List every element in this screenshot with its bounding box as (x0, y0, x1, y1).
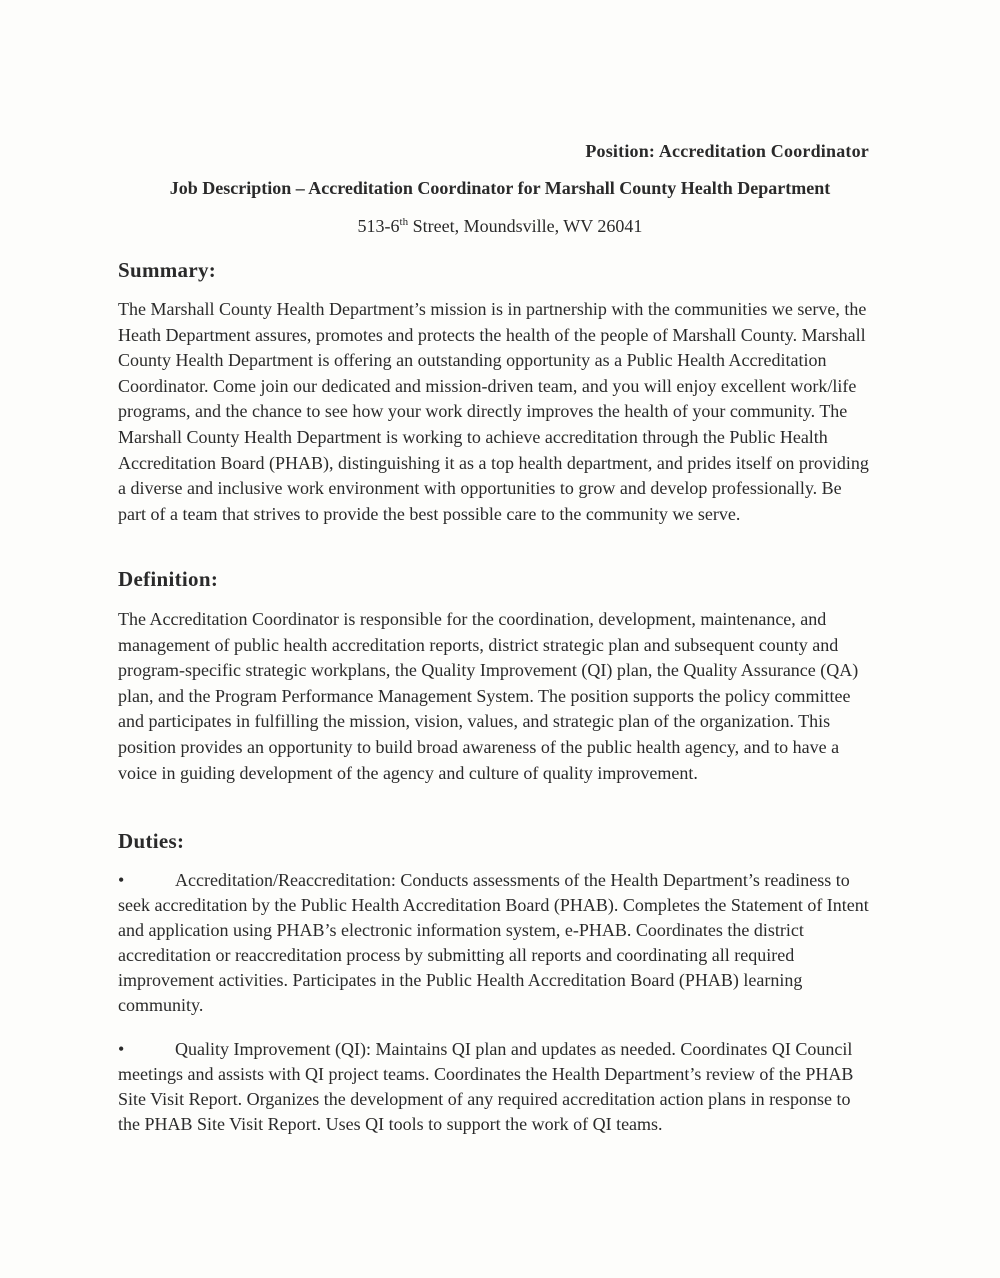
duties-heading: Duties: (118, 829, 185, 853)
address-prefix: 513-6 (357, 216, 400, 236)
address-suffix: Street, Moundsville, WV 26041 (408, 216, 643, 236)
summary-heading: Summary: (118, 258, 217, 282)
bullet: • (118, 1039, 125, 1059)
duty-item-quality-improvement (118, 1037, 870, 1137)
summary-text: The Marshall County Health Department’s mission is in partnership with the communities we serve, the Heath Department assures, promotes and protects the health of the people of Marshall County. Marshall County Health Department is offering an outstanding opportunity as a Public Health Accreditation Coordinator. Come join our dedicated and mission-driven team, and you will enjoy excellent work/life programs, and the chance to see how your work directly improves the health of your community. The Marshall County Health Department is working to achieve accreditation through the Public Health Accreditation Board (PHAB), distinguishing it as a top health department, and prides itself on providing a diverse and inclusive work environment with opportunities to grow and develop professionally. Be part of a team that strives to provide the best possible care to the community we serve. (118, 299, 869, 524)
bullet: • (118, 870, 125, 890)
duty-text: Accreditation/Reaccreditation: Conducts assessments of the Health Department’s readiness to seek accreditation by the Public Health Accreditation Board (PHAB). Completes the Statement of Intent and application using PHAB’s electronic information system, e-PHAB. Coordinates the district accreditation or reaccreditation process by submitting all reports and coordinating all required improvement activities. Participates in the Public Health Accreditation Board (PHAB) learning community. (118, 870, 869, 1015)
definition-heading: Definition: (118, 567, 219, 591)
job-title: Job Description – Accreditation Coordinator for Marshall County Health Department (169, 178, 831, 198)
duty-text: Quality Improvement (QI): Maintains QI plan and updates as needed. Coordinates QI Council meetings and assists with QI project teams. Coordinates the Health Department’s review of the PHAB Site Visit Report. Organizes the development of any required accreditation action plans in response to the PHAB Site Visit Report. Uses QI tools to support the work of QI teams. (118, 1039, 854, 1134)
position-value: Accreditation Coordinator (658, 141, 869, 161)
duty-item-accreditation (118, 868, 870, 1018)
definition-text: The Accreditation Coordinator is responsible for the coordination, development, maintenance, and management of public health accreditation reports, district strategic plan and subsequent county and program-specific strategic workplans, the Quality Improvement (QI) plan, the Quality Assurance (QA) plan, and the Program Performance Management System. The position supports the policy committee and participates in fulfilling the mission, vision, values, and strategic plan of the organization. This position provides an opportunity to build broad awareness of the public health agency, and to have a voice in guiding development of the agency and culture of quality improvement. (118, 609, 859, 783)
address (0, 216, 1000, 237)
position-line (585, 141, 869, 162)
position-label: Position: (585, 141, 656, 161)
address-ordinal: th (399, 216, 409, 228)
